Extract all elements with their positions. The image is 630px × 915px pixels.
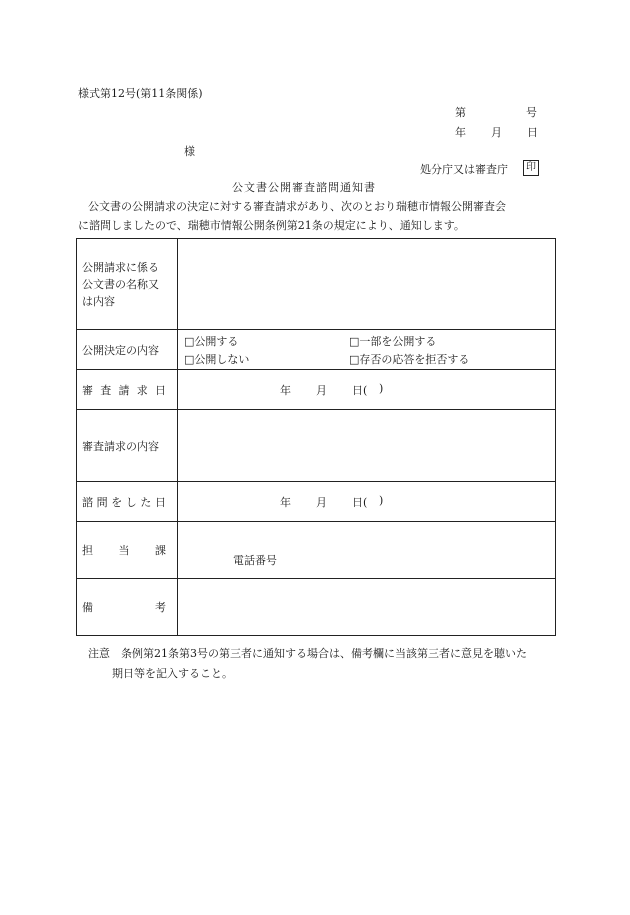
field-document-name[interactable]: [178, 239, 556, 330]
label-char: 諮: [82, 495, 93, 509]
authority-label: 処分庁又は審査庁: [420, 163, 508, 176]
row-department: [77, 522, 556, 579]
intro-line-2: に諮問しましたので、瑞穂市情報公開条例第21条の規定により、通知します。: [78, 219, 465, 232]
label-char: 考: [155, 601, 166, 614]
date-close: ): [379, 381, 384, 395]
label-char: 求: [136, 383, 148, 397]
date-year: 年: [280, 383, 291, 397]
label-char: 担: [82, 544, 93, 557]
label-char: 日: [155, 383, 166, 397]
label-line: 公開請求に係る: [82, 260, 159, 274]
option-not-disclose[interactable]: □公開しない: [184, 352, 250, 366]
date-month: 月: [316, 383, 327, 397]
field-decision-options: [178, 330, 556, 370]
row-consult-date: [77, 482, 556, 522]
field-request-content[interactable]: [178, 410, 556, 482]
label-char: 請: [118, 383, 130, 397]
label-consult-date: [77, 482, 178, 522]
label-request-content: 審査請求の内容: [77, 410, 178, 482]
label-char: 備: [82, 601, 93, 614]
label-char: 問: [96, 495, 108, 509]
phone-number-label: 電話番号: [233, 554, 277, 567]
notification-form-table: [76, 238, 556, 636]
option-disclose[interactable]: □公開する: [184, 334, 239, 348]
row-decision-content: [77, 330, 556, 370]
label-char: を: [111, 495, 123, 509]
date-close: ): [379, 493, 384, 507]
label-char: 当: [118, 544, 130, 557]
date-month: 月: [316, 495, 327, 509]
date-day-label: 日: [527, 126, 538, 139]
addressee-suffix: 様: [184, 145, 195, 158]
note-line-2: 期日等を記入すること。: [112, 667, 233, 680]
label-char: 査: [100, 383, 112, 397]
label-char: し: [125, 495, 137, 509]
row-request-date: [77, 370, 556, 410]
label-line: は内容: [82, 294, 115, 308]
document-title: 公文書公開審査諮問通知書: [232, 181, 376, 194]
intro-line-1: 公文書の公開請求の決定に対する審査請求があり、次のとおり瑞穂市情報公開審査会: [88, 200, 506, 213]
seal-mark: 印: [523, 160, 539, 176]
row-document-name: [77, 239, 556, 330]
note-line-1: 注意 条例第21条第3号の第三者に通知する場合は、備考欄に当該第三者に意見を聴いた: [88, 647, 527, 660]
row-remarks: [77, 579, 556, 636]
field-department[interactable]: [178, 522, 556, 579]
date-month-label: 月: [491, 126, 502, 139]
row-request-content: [77, 410, 556, 482]
label-request-date: [77, 370, 178, 410]
option-partial-disclose[interactable]: □一部を公開する: [349, 334, 437, 348]
form-number-label: 様式第12号(第11条関係): [78, 87, 203, 100]
date-day: 日(: [352, 383, 368, 397]
date-day: 日(: [352, 495, 368, 509]
label-document-name: [77, 239, 178, 330]
field-remarks[interactable]: [178, 579, 556, 636]
label-char: 日: [154, 495, 166, 509]
option-refuse-existence[interactable]: □存否の応答を拒否する: [349, 352, 470, 366]
label-decision-content: 公開決定の内容: [77, 330, 178, 370]
label-char: 課: [155, 544, 166, 557]
field-request-date[interactable]: [178, 370, 556, 410]
doc-number-prefix: 第: [455, 106, 466, 119]
label-remarks: [77, 579, 178, 636]
label-department: [77, 522, 178, 579]
label-line: 公文書の名称又: [82, 277, 159, 291]
doc-number-suffix: 号: [526, 106, 537, 119]
date-year: 年: [280, 495, 291, 509]
label-char: 審: [82, 383, 93, 397]
field-consult-date[interactable]: [178, 482, 556, 522]
date-year-label: 年: [455, 126, 466, 139]
label-char: た: [140, 495, 152, 509]
